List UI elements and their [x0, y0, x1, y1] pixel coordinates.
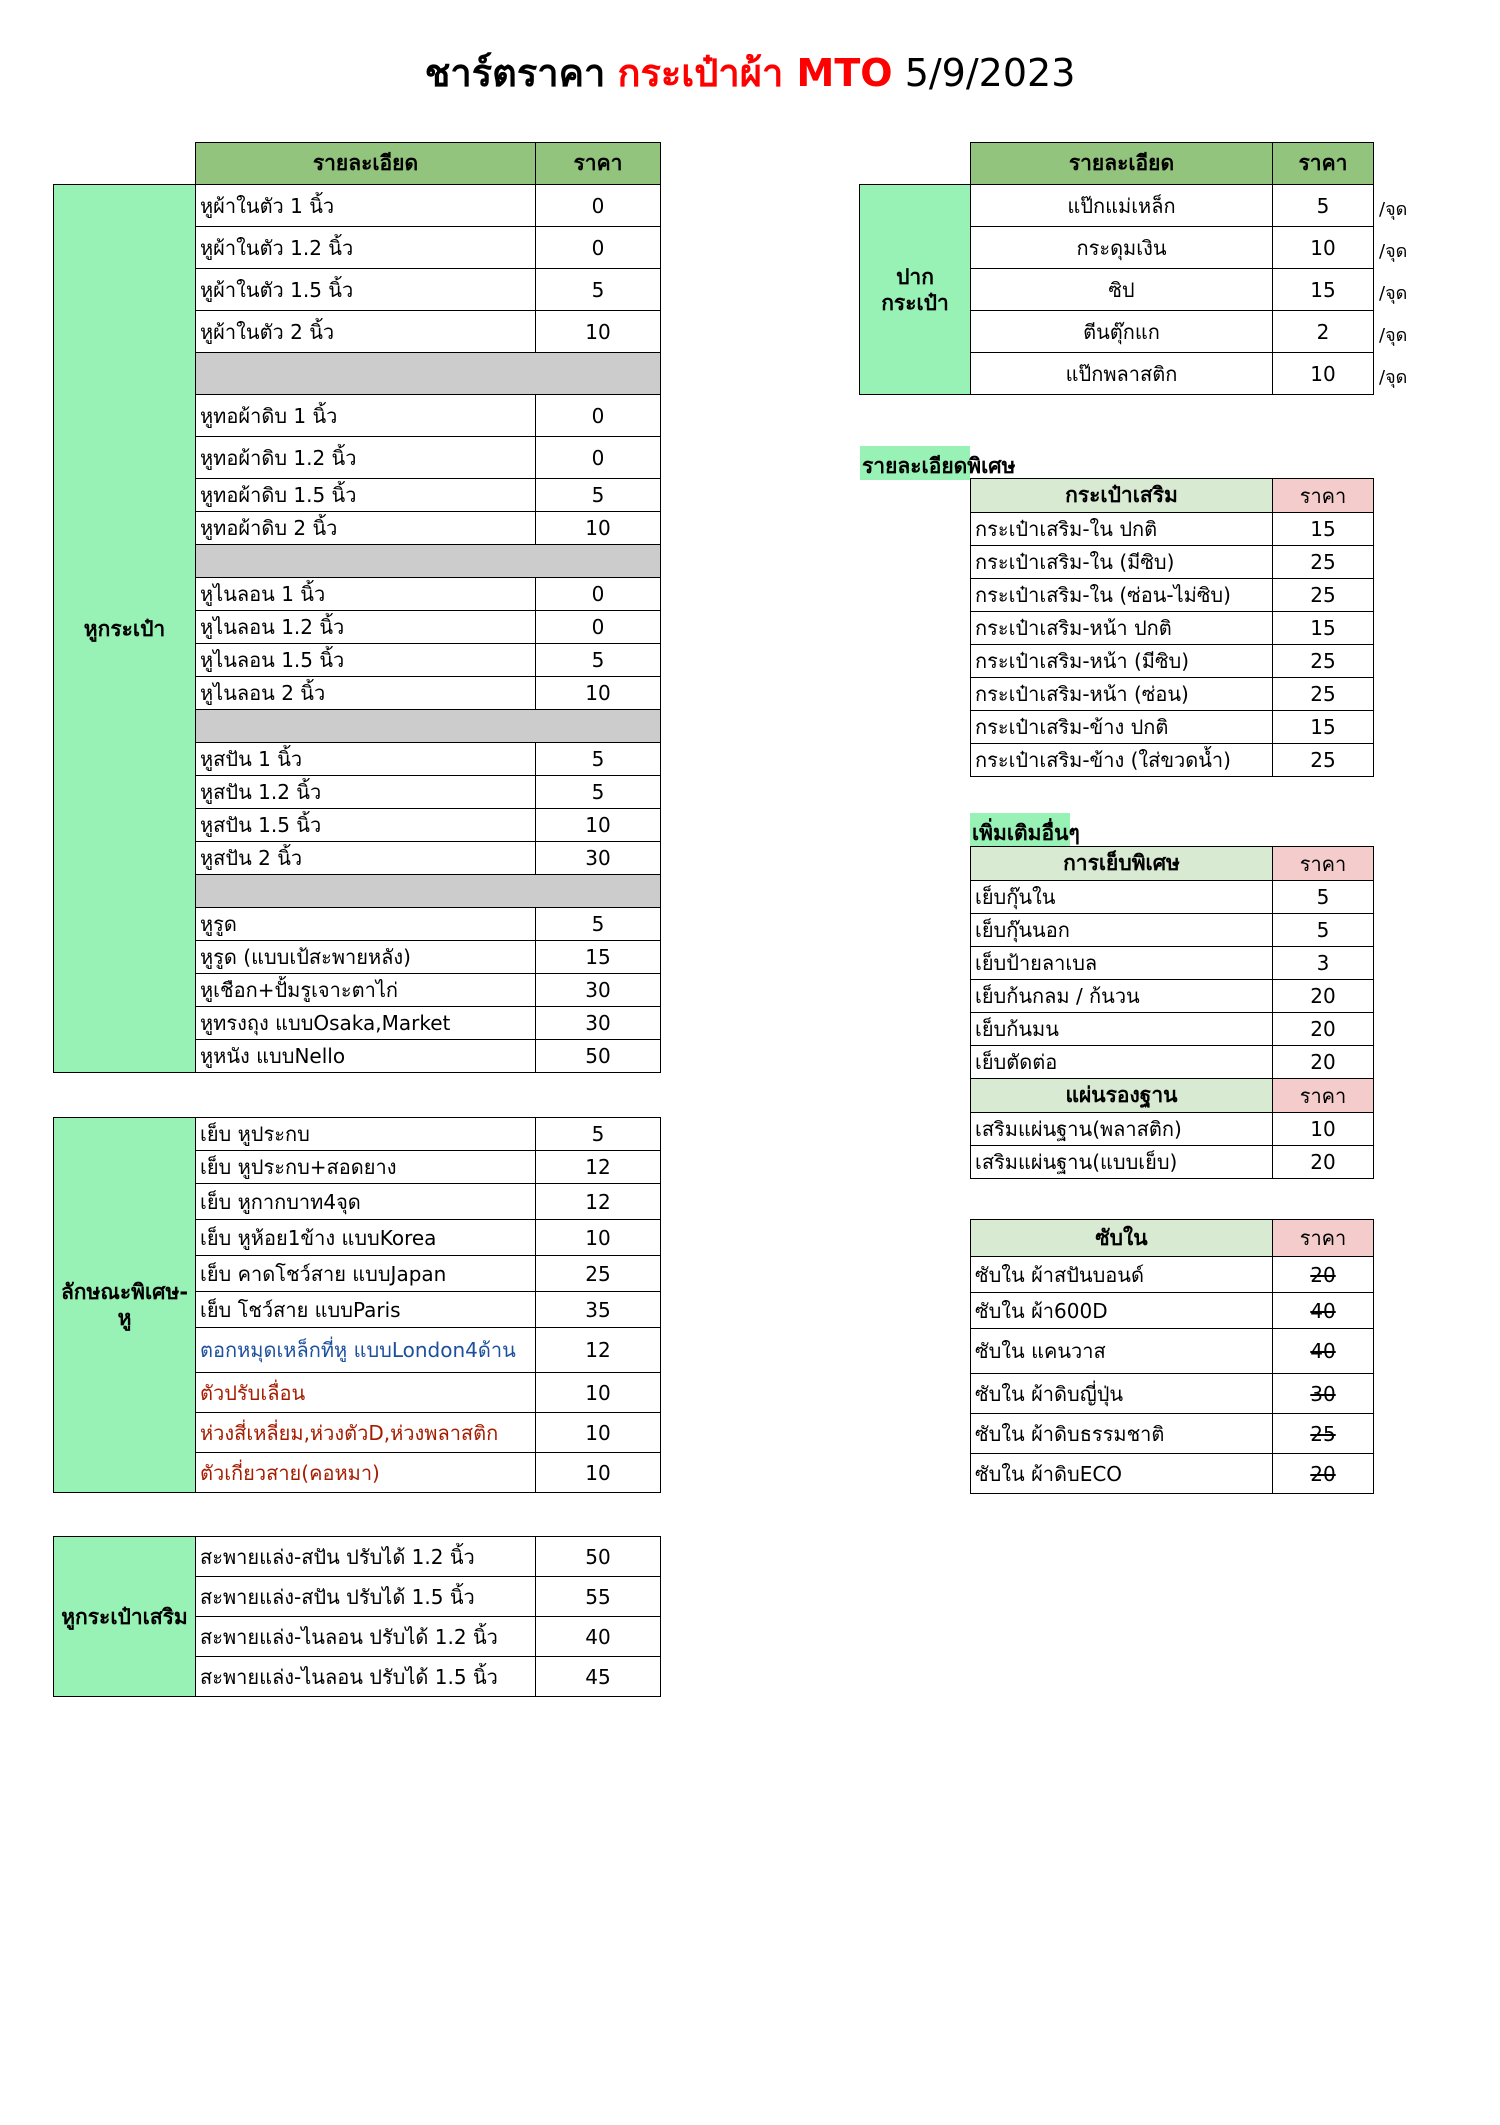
item-price: 25	[536, 1256, 661, 1292]
item-price: 12	[536, 1151, 661, 1184]
item-detail: กระดุมเงิน	[971, 227, 1273, 269]
item-price: 15	[1273, 513, 1374, 546]
item-price: 10	[1273, 227, 1374, 269]
table-row	[54, 1537, 661, 1577]
item-detail: สะพายแล่ง-ไนลอน ปรับได้ 1.2 นิ้ว	[196, 1617, 536, 1657]
item-detail: กระเป๋าเสริม-ข้าง (ใส่ขวดน้ำ)	[971, 744, 1273, 777]
item-detail: กระเป๋าเสริม-ใน ปกติ	[971, 513, 1273, 546]
item-detail	[196, 710, 661, 743]
item-price: 0	[536, 395, 661, 437]
mouth-header-price: ราคา	[1273, 143, 1374, 185]
pockets-price-header: ราคา	[1273, 479, 1374, 513]
item-detail: หูรูด	[196, 908, 536, 941]
table-row	[971, 1293, 1374, 1329]
item-detail: เย็บ คาดโชว์สาย แบบJapan	[196, 1256, 536, 1292]
item-price: 10	[1273, 1113, 1374, 1146]
item-price: 10	[1273, 353, 1374, 395]
unit-label: /จุด	[1379, 199, 1408, 220]
table-header-row	[971, 479, 1374, 513]
page-title	[0, 42, 1500, 103]
item-price: 2	[1273, 311, 1374, 353]
item-price: 40	[1273, 1329, 1374, 1374]
item-price: 15	[1273, 269, 1374, 311]
item-detail: หูทอผ้าดิบ 2 นิ้ว	[196, 512, 536, 545]
item-price: 5	[536, 776, 661, 809]
extra-ears-category: หูกระเป๋าเสริม	[54, 1537, 196, 1697]
item-price: 0	[536, 611, 661, 644]
item-detail: กระเป๋าเสริม-ใน (มีซิบ)	[971, 546, 1273, 579]
item-detail: ตอกหมุดเหล็กที่หู แบบLondon4ด้าน	[196, 1328, 536, 1373]
item-price: 15	[1273, 711, 1374, 744]
item-price: 10	[536, 1453, 661, 1493]
table-row	[971, 1013, 1374, 1046]
item-detail: หูไนลอน 1.2 นิ้ว	[196, 611, 536, 644]
item-detail: สะพายแล่ง-สปัน ปรับได้ 1.2 นิ้ว	[196, 1537, 536, 1577]
special-ears-table	[53, 1117, 661, 1493]
item-price: 45	[536, 1657, 661, 1697]
table-header-row	[971, 1079, 1374, 1113]
special-label	[860, 446, 1016, 480]
item-price: 12	[536, 1184, 661, 1220]
item-detail: เย็บกุ๊นใน	[971, 881, 1273, 914]
item-detail: กระเป๋าเสริม-หน้า (มีซิบ)	[971, 645, 1273, 678]
item-detail: ซิป	[971, 269, 1273, 311]
item-price: 40	[536, 1617, 661, 1657]
base-price-header: ราคา	[1273, 1079, 1374, 1113]
item-price: 25	[1273, 645, 1374, 678]
item-detail: เย็บ หูประกบ+สอดยาง	[196, 1151, 536, 1184]
item-price: 30	[536, 1007, 661, 1040]
item-detail: หูสปัน 1.2 นิ้ว	[196, 776, 536, 809]
item-detail: หูสปัน 1.5 นิ้ว	[196, 809, 536, 842]
item-detail: เย็บกุ๊นนอก	[971, 914, 1273, 947]
more-label-text: เพิ่มเติมอื่นๆ	[972, 821, 1080, 845]
lining-price-header: ราคา	[1273, 1220, 1374, 1257]
table-row	[971, 678, 1374, 711]
item-price: 10	[536, 1413, 661, 1453]
item-detail: สะพายแล่ง-ไนลอน ปรับได้ 1.5 นิ้ว	[196, 1657, 536, 1697]
sewing-header: การเย็บพิเศษ	[971, 847, 1273, 881]
item-detail	[196, 875, 661, 908]
pockets-header: กระเป๋าเสริม	[971, 479, 1273, 513]
table-row	[971, 1454, 1374, 1494]
mouth-table	[859, 184, 1374, 395]
table-row	[971, 914, 1374, 947]
table-row	[971, 1329, 1374, 1374]
item-detail: เย็บ หูประกบ	[196, 1118, 536, 1151]
item-detail: แป๊กแม่เหล็ก	[971, 185, 1273, 227]
table-row	[54, 1118, 661, 1151]
unit-label: /จุด	[1379, 325, 1408, 346]
sewing-table	[970, 846, 1374, 1179]
item-price: 25	[1273, 678, 1374, 711]
item-price: 15	[1273, 612, 1374, 645]
item-detail: หูทอผ้าดิบ 1 นิ้ว	[196, 395, 536, 437]
item-price: 50	[536, 1040, 661, 1073]
item-detail: ซับใน แคนวาส	[971, 1329, 1273, 1374]
item-detail: ซับใน ผ้าสปันบอนด์	[971, 1257, 1273, 1293]
item-price: 5	[1273, 881, 1374, 914]
item-detail: ตัวเกี่ยวสาย(คอหมา)	[196, 1453, 536, 1493]
item-price: 3	[1273, 947, 1374, 980]
ears-table	[53, 184, 661, 1073]
item-price: 5	[536, 269, 661, 311]
item-detail	[196, 353, 661, 395]
table-row	[971, 546, 1374, 579]
item-detail: หูผ้าในตัว 1.2 นิ้ว	[196, 227, 536, 269]
item-price: 30	[536, 842, 661, 875]
item-detail: เสริมแผ่นฐาน(แบบเย็บ)	[971, 1146, 1273, 1179]
item-price: 25	[1273, 744, 1374, 777]
item-detail: หูหนัง แบบNello	[196, 1040, 536, 1073]
item-detail: เย็บตัดต่อ	[971, 1046, 1273, 1079]
item-detail: เย็บ หูกากบาท4จุด	[196, 1184, 536, 1220]
table-row	[971, 711, 1374, 744]
item-detail: หูเชือก+ปั้มรูเจาะตาไก่	[196, 974, 536, 1007]
item-detail	[196, 545, 661, 578]
item-price: 40	[1273, 1293, 1374, 1329]
table-row	[971, 1414, 1374, 1454]
special-ears-category: ลักษณะพิเศษ-หู	[54, 1118, 196, 1493]
item-detail: ซับใน ผ้าดิบธรรมชาติ	[971, 1414, 1273, 1454]
table-row	[971, 1374, 1374, 1414]
special-label-text: รายละเอียดพิเศษ	[862, 454, 1016, 478]
item-detail: หูสปัน 2 นิ้ว	[196, 842, 536, 875]
item-detail: เย็บก้นกลม / ก้นวน	[971, 980, 1273, 1013]
item-detail: ตัวปรับเลื่อน	[196, 1373, 536, 1413]
table-row	[54, 185, 661, 227]
item-price: 30	[1273, 1374, 1374, 1414]
unit-label: /จุด	[1379, 241, 1408, 262]
item-price: 10	[536, 1220, 661, 1256]
header-price: ราคา	[536, 143, 661, 185]
extra-ears-table	[53, 1536, 661, 1697]
table-header-row	[971, 847, 1374, 881]
item-price: 0	[536, 227, 661, 269]
more-label	[970, 813, 1080, 846]
item-price: 25	[1273, 1414, 1374, 1454]
item-price: 25	[1273, 579, 1374, 612]
item-price: 10	[536, 809, 661, 842]
item-detail: กระเป๋าเสริม-ข้าง ปกติ	[971, 711, 1273, 744]
item-detail: หูทรงถุง แบบOsaka,Market	[196, 1007, 536, 1040]
item-price: 5	[536, 1118, 661, 1151]
item-detail: หูทอผ้าดิบ 1.5 นิ้ว	[196, 479, 536, 512]
item-price: 5	[536, 644, 661, 677]
item-price: 0	[536, 185, 661, 227]
item-detail: หูผ้าในตัว 2 นิ้ว	[196, 311, 536, 353]
item-price: 20	[1273, 980, 1374, 1013]
sewing-price-header: ราคา	[1273, 847, 1374, 881]
table-row	[971, 579, 1374, 612]
item-price: 5	[536, 908, 661, 941]
item-detail: ซับใน ผ้าดิบECO	[971, 1454, 1273, 1494]
table-row	[971, 744, 1374, 777]
table-row	[971, 947, 1374, 980]
item-detail: หูไนลอน 1 นิ้ว	[196, 578, 536, 611]
table-header-row	[971, 1220, 1374, 1257]
item-price: 50	[536, 1537, 661, 1577]
item-price: 5	[1273, 185, 1374, 227]
unit-label: /จุด	[1379, 367, 1408, 388]
item-price: 20	[1273, 1257, 1374, 1293]
table-row	[971, 980, 1374, 1013]
title-prefix: ชาร์ตราคา	[424, 51, 606, 95]
title-date: 5/9/2023	[904, 51, 1076, 95]
item-price: 5	[536, 743, 661, 776]
item-detail: เย็บ หูห้อย1ข้าง แบบKorea	[196, 1220, 536, 1256]
unit-label: /จุด	[1379, 283, 1408, 304]
item-detail: ซับใน ผ้าดิบญี่ปุ่น	[971, 1374, 1273, 1414]
item-detail: ซับใน ผ้า600D	[971, 1293, 1273, 1329]
mouth-header	[970, 142, 1374, 185]
item-detail: หูไนลอน 2 นิ้ว	[196, 677, 536, 710]
item-price: 0	[536, 578, 661, 611]
item-price: 10	[536, 1373, 661, 1413]
lining-table	[970, 1219, 1374, 1494]
table-row	[971, 1046, 1374, 1079]
item-detail: หูไนลอน 1.5 นิ้ว	[196, 644, 536, 677]
item-detail: หูรูด (แบบเป้สะพายหลัง)	[196, 941, 536, 974]
item-price: 25	[1273, 546, 1374, 579]
item-price: 10	[536, 311, 661, 353]
title-highlight: กระเป๋าผ้า MTO	[617, 51, 893, 95]
item-price: 20	[1273, 1046, 1374, 1079]
item-detail: ห่วงสี่เหลี่ยม,ห่วงตัวD,ห่วงพลาสติก	[196, 1413, 536, 1453]
table-row	[971, 513, 1374, 546]
item-price: 5	[1273, 914, 1374, 947]
lining-header: ซับใน	[971, 1220, 1273, 1257]
item-detail: สะพายแล่ง-สปัน ปรับได้ 1.5 นิ้ว	[196, 1577, 536, 1617]
item-detail: เสริมแผ่นฐาน(พลาสติก)	[971, 1113, 1273, 1146]
table-row	[971, 1113, 1374, 1146]
item-detail: หูผ้าในตัว 1.5 นิ้ว	[196, 269, 536, 311]
item-detail: หูทอผ้าดิบ 1.2 นิ้ว	[196, 437, 536, 479]
ears-category: หูกระเป๋า	[54, 185, 196, 1073]
item-detail: หูผ้าในตัว 1 นิ้ว	[196, 185, 536, 227]
item-price: 20	[1273, 1013, 1374, 1046]
item-detail: กระเป๋าเสริม-หน้า (ซ่อน)	[971, 678, 1273, 711]
item-price: 10	[536, 512, 661, 545]
table-row	[971, 612, 1374, 645]
pockets-table	[970, 478, 1374, 777]
ears-header	[195, 142, 661, 185]
base-header: แผ่นรองฐาน	[971, 1079, 1273, 1113]
table-row	[971, 1146, 1374, 1179]
item-price: 55	[536, 1577, 661, 1617]
item-price: 30	[536, 974, 661, 1007]
item-detail: เย็บ โชว์สาย แบบParis	[196, 1292, 536, 1328]
item-price: 5	[536, 479, 661, 512]
header-detail: รายละเอียด	[196, 143, 536, 185]
item-price: 10	[536, 677, 661, 710]
item-price: 15	[536, 941, 661, 974]
item-detail: เย็บก้นมน	[971, 1013, 1273, 1046]
item-detail: กระเป๋าเสริม-หน้า ปกติ	[971, 612, 1273, 645]
table-row	[971, 645, 1374, 678]
table-row	[860, 185, 1374, 227]
item-detail: เย็บป้ายลาเบล	[971, 947, 1273, 980]
item-detail: กระเป๋าเสริม-ใน (ซ่อน-ไม่ซิบ)	[971, 579, 1273, 612]
mouth-header-detail: รายละเอียด	[971, 143, 1273, 185]
item-price: 20	[1273, 1146, 1374, 1179]
item-price: 20	[1273, 1454, 1374, 1494]
item-price: 0	[536, 437, 661, 479]
item-detail: หูสปัน 1 นิ้ว	[196, 743, 536, 776]
item-detail: แป๊กพลาสติก	[971, 353, 1273, 395]
mouth-category: ปากกระเป๋า	[860, 185, 971, 395]
item-price: 12	[536, 1328, 661, 1373]
item-detail: ตีนตุ๊กแก	[971, 311, 1273, 353]
table-row	[971, 881, 1374, 914]
table-row	[971, 1257, 1374, 1293]
item-price: 35	[536, 1292, 661, 1328]
